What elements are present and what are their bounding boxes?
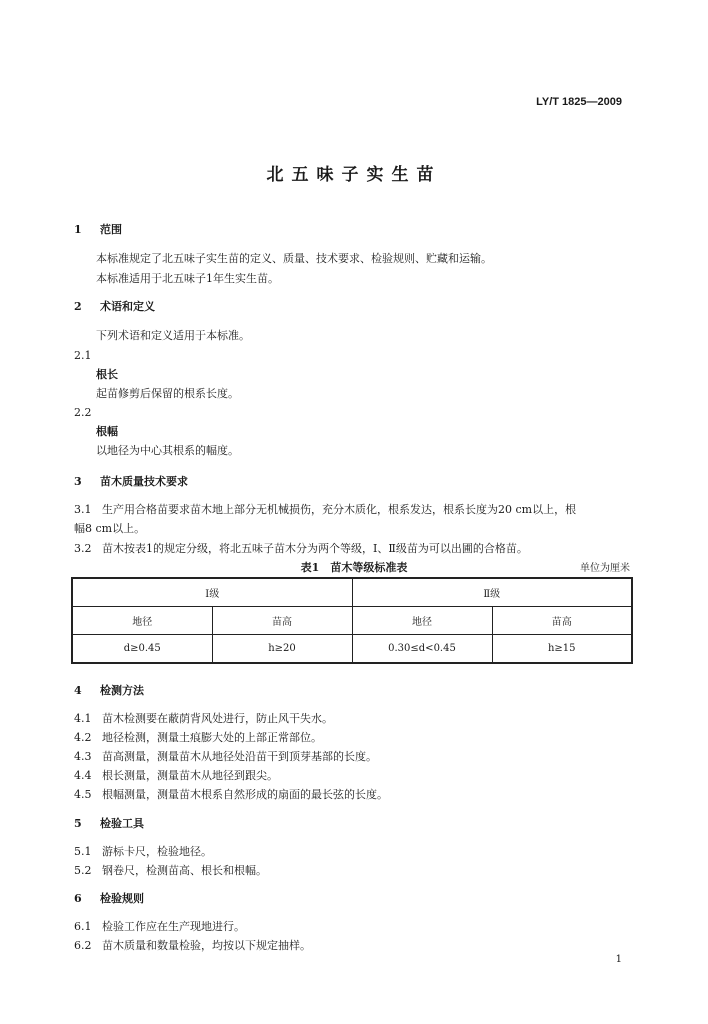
clause-number: 4.4 [74, 769, 92, 782]
section-title: 术语和定义 [100, 300, 155, 313]
clause-4-1 [74, 710, 333, 726]
term-number: 2.1 [74, 349, 92, 362]
section-6-heading [74, 890, 144, 906]
table-row [72, 607, 632, 635]
section-number: 4 [74, 684, 82, 697]
clause-3-1-continued: 幅8 cm以上。 [74, 522, 146, 535]
clause-number: 4.1 [74, 712, 92, 725]
term-name: 根长 [96, 368, 118, 381]
paragraph: 本标准规定了北五味子实生苗的定义、质量、技术要求、检验规则、贮藏和运输。 [96, 252, 492, 265]
clause-number: 3.1 [74, 503, 92, 516]
clause-number: 6.2 [74, 939, 92, 952]
section-number: 3 [74, 475, 82, 488]
clause-4-4 [74, 767, 278, 783]
clause-number: 6.1 [74, 920, 92, 933]
clause-4-5 [74, 786, 388, 802]
table-cell: h≥20 [212, 635, 352, 664]
clause-text: 游标卡尺，检验地径。 [102, 845, 212, 858]
table-cell: h≥15 [492, 635, 632, 664]
page-number: 1 [615, 954, 622, 965]
clause-text: 地径检测，测量土痕膨大处的上部正常部位。 [102, 731, 322, 744]
section-number: 5 [74, 817, 82, 830]
table-cell: d≥0.45 [72, 635, 212, 664]
clause-number: 5.2 [74, 864, 92, 877]
clause-text: 生产用合格苗要求苗木地上部分无机械损伤，充分木质化，根系发达，根系长度为20 cm以上，根 [102, 503, 577, 516]
section-4-heading [74, 682, 144, 698]
term-definition: 起苗修剪后保留的根系长度。 [96, 387, 239, 400]
clause-text: 钢卷尺，检测苗高、根长和根幅。 [102, 864, 267, 877]
clause-text: 苗木检测要在蔽荫背风处进行，防止风干失水。 [102, 712, 333, 725]
clause-6-2 [74, 937, 311, 953]
clause-3-2 [74, 540, 528, 556]
term-number: 2.2 [74, 406, 92, 419]
section-title: 苗木质量技术要求 [100, 475, 188, 488]
section-1-heading [74, 221, 122, 237]
clause-5-1 [74, 843, 212, 859]
table-cell: 苗高 [492, 607, 632, 635]
clause-number: 3.2 [74, 542, 92, 555]
clause-number: 5.1 [74, 845, 92, 858]
term-definition: 以地径为中心其根系的幅度。 [96, 444, 239, 457]
table-row [72, 578, 632, 607]
table-unit: 单位为厘米 [580, 563, 630, 574]
paragraph: 本标准适用于北五味子1年生实生苗。 [96, 272, 279, 285]
clause-text: 根幅测量，测量苗木根系自然形成的扇面的最长弦的长度。 [102, 788, 388, 801]
clause-text: 检验工作应在生产现地进行。 [102, 920, 245, 933]
clause-text: 苗木按表1的规定分级，将北五味子苗木分为两个等级，Ⅰ、Ⅱ级苗为可以出圃的合格苗。 [102, 542, 528, 555]
clause-number: 4.2 [74, 731, 92, 744]
clause-text: 苗木质量和数量检验，均按以下规定抽样。 [102, 939, 311, 952]
table-cell: 0.30≤d<0.45 [352, 635, 492, 664]
section-number: 2 [74, 300, 82, 313]
section-title: 检验规则 [100, 892, 144, 905]
table-cell: 地径 [72, 607, 212, 635]
clause-4-2 [74, 729, 322, 745]
clause-text: 根长测量，测量苗木从地径到跟尖。 [102, 769, 278, 782]
standard-number: LY/T 1825—2009 [536, 96, 622, 108]
section-5-heading [74, 815, 144, 831]
section-number: 6 [74, 892, 82, 905]
section-number: 1 [74, 223, 82, 236]
section-title: 范围 [100, 223, 122, 236]
table-cell: 苗高 [212, 607, 352, 635]
clause-5-2 [74, 862, 267, 878]
section-title: 检测方法 [100, 684, 144, 697]
document-title: 北五味子实生苗 [266, 165, 442, 185]
table-cell: 地径 [352, 607, 492, 635]
grade-1-header: Ⅰ级 [72, 578, 352, 607]
section-2-heading [74, 298, 155, 314]
section-3-heading [74, 473, 188, 489]
clause-text: 苗高测量，测量苗木从地径处沿苗干到顶芽基部的长度。 [102, 750, 377, 763]
grade-2-header: Ⅱ级 [352, 578, 632, 607]
table-caption: 表1 苗木等级标准表 [300, 561, 408, 574]
clause-3-1 [74, 501, 576, 517]
clause-4-3 [74, 748, 377, 764]
clause-6-1 [74, 918, 245, 934]
paragraph: 下列术语和定义适用于本标准。 [96, 329, 250, 342]
section-title: 检验工具 [100, 817, 144, 830]
clause-number: 4.5 [74, 788, 92, 801]
table-row [72, 635, 632, 664]
grade-table [71, 577, 633, 664]
clause-number: 4.3 [74, 750, 92, 763]
term-name: 根幅 [96, 425, 118, 438]
